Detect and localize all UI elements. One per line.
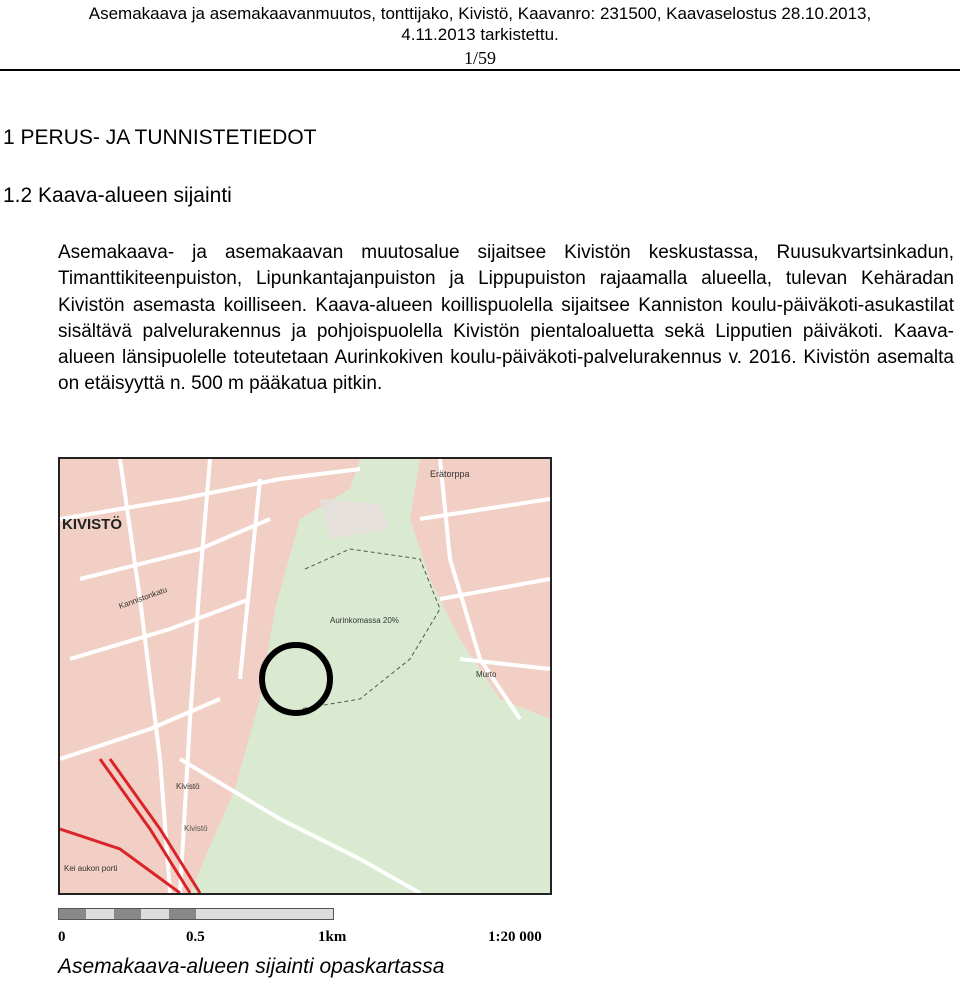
scale-label-1km: 1km: [318, 929, 347, 945]
map-caption: Asemakaava-alueen sijainti opaskartassa: [58, 955, 445, 978]
map-label-eratorppa: Erätorppa: [430, 469, 470, 479]
map-label-kivisto-station: Kivistö: [176, 782, 200, 791]
page-header: [0, 0, 960, 70]
map-label-kei: Kei aukon porti: [64, 864, 118, 873]
map-graphic: [60, 459, 550, 893]
scale-label-zero: 0: [58, 929, 66, 945]
page-number: 1/59: [463, 48, 496, 68]
map-label-kannisto: Kannistonkatu: [117, 585, 169, 611]
header-divider: [0, 69, 960, 71]
section-subheading: 1.2 Kaava-alueen sijainti: [3, 184, 232, 207]
body-paragraph: Asemakaava- ja asemakaavan muutosalue sijaitsee Kivistön keskustassa, Ruusukvartsinkadun, Timanttikiteenpuiston, Lipunkantajanpuiston ja Lippupuiston rajaamalla alueella, tulevan Kehäradan Kivistön asemasta koilliseen. Kaava-alueen koillispuolella sijaitsee Kanniston koulu-päiväkoti-asukastilat sisältävä palvelurakennus ja pohjoispuolella Kivistön pientaloaluetta sekä Lipputien päiväkoti. Kaava-alueen länsipuolelle toteutetaan Aurinkokiven koulu-päiväkoti-palvelurakennus v. 2016. Kivistön asemalta on etäisyyttä n. 500 m pääkatua pitkin.: [58, 242, 954, 395]
map-label-kivisto: KIVISTÖ: [62, 516, 123, 533]
header-title-line2: 4.11.2013 tarkistettu.: [401, 25, 559, 44]
location-map: [58, 457, 552, 895]
scale-label-half: 0.5: [186, 929, 205, 945]
map-label-aurinkomassa: Aurinkomassa 20%: [330, 616, 399, 625]
scale-label-ratio: 1:20 000: [488, 929, 542, 945]
map-label-kivisto-small: Kivistö: [184, 824, 208, 833]
map-scale-bar: [58, 908, 334, 920]
section-heading: 1 PERUS- JA TUNNISTETIEDOT: [3, 126, 317, 149]
header-title-line1: Asemakaava ja asemakaavanmuutos, tonttijako, Kivistö, Kaavanro: 231500, Kaavaselostus 28.10.2013,: [88, 4, 872, 23]
map-label-murto: Murto: [476, 670, 497, 679]
